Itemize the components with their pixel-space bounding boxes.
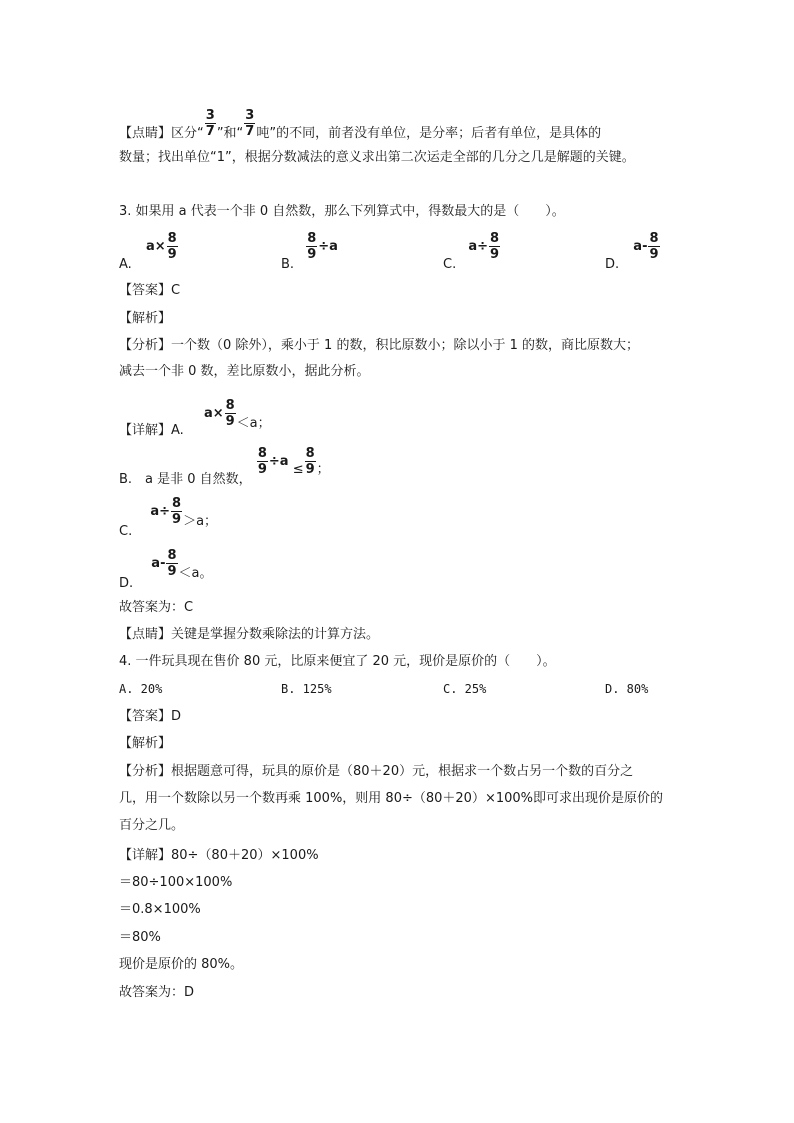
question-4: 4. 一件玩具现在售价 80 元，比原来便宜了 20 元，现价是原价的（ ）。 <box>119 654 556 669</box>
q3-analysis-1: 【分析】一个数（0 除外），乘小于 1 的数，积比原数小；除以小于 1 的数，商比原数大； <box>119 338 639 353</box>
q3-detail-a: 【详解】A. a× $\frac{8}{9}$ ＜a； <box>119 398 271 438</box>
fraction: $\frac{8}{9}$ <box>490 231 500 262</box>
option-b: B. 125% <box>281 682 332 696</box>
q4-detail-1: 【详解】80÷（80＋20）×100% <box>119 848 319 863</box>
fraction: $\frac{8}{9}$ <box>167 231 177 262</box>
option-b: B. $\frac{8}{9}$ ÷a <box>281 231 338 272</box>
fraction: $\frac{8}{9}$ <box>167 548 177 579</box>
q3-final: 故答案为：C <box>119 600 194 615</box>
q4-final: 故答案为：D <box>119 985 195 1000</box>
remark-tag: 【点睛】 <box>119 126 172 141</box>
option-c: C. 25% <box>443 682 487 696</box>
option-a: A. a× $\frac{8}{9}$ <box>119 231 177 272</box>
fraction: $\frac{3}{7}$ <box>205 108 215 139</box>
option-a: A. 20% <box>119 682 163 696</box>
q4-analysis-3: 百分之几。 <box>119 818 185 833</box>
q3-remark: 【点睛】关键是掌握分数乘除法的计算方法。 <box>119 627 380 642</box>
q3-answer: 【答案】C <box>119 283 181 298</box>
q3-detail-d: D. a- $\frac{8}{9}$ ＜a。 <box>119 548 213 591</box>
q3-analysis-2: 减去一个非 0 数，差比原数小，据此分析。 <box>119 364 370 379</box>
option-c: C. a÷ $\frac{8}{9}$ <box>443 231 500 272</box>
question-3: 3. 如果用 a 代表一个非 0 自然数，那么下列算式中，得数最大的是（ ）。 <box>119 204 565 219</box>
remark-line-1: 【点睛】区分“ $\frac{3}{7}$ ”和“ $\frac{3}{7}$ 吨”的不同，前者没有单位，是分率；后者有单位，是具体的 <box>119 108 602 141</box>
fraction: $\frac{8}{9}$ <box>257 446 267 477</box>
q4-analysis-2: 几，用一个数除以另一个数再乘 100%，则用 80÷（80＋20）×100%即可求出现价是原价的 <box>119 791 664 806</box>
fraction: $\frac{8}{9}$ <box>225 398 235 429</box>
q3-detail-c: C. a÷ $\frac{8}{9}$ ＞a； <box>119 496 218 539</box>
q3-jiexi: 【解析】 <box>119 311 172 326</box>
q3-detail-b: B. a 是非 0 自然数， $\frac{8}{9}$ ÷a ≤ $\frac{8}{9}$ ； <box>119 446 330 487</box>
fraction: $\frac{3}{7}$ <box>245 108 255 139</box>
q4-detail-2: ＝80÷100×100% <box>119 875 233 890</box>
q4-analysis-1: 【分析】根据题意可得，玩具的原价是（80＋20）元，根据求一个数占另一个数的百分之 <box>119 764 634 779</box>
q4-detail-4: ＝80% <box>119 930 161 945</box>
remark-line-2: 数量；找出单位“1”，根据分数减法的意义求出第二次运走全部的几分之几是解题的关键。 <box>119 150 635 165</box>
q4-detail-3: ＝0.8×100% <box>119 902 201 917</box>
option-d: D. 80% <box>605 682 649 696</box>
q4-jiexi: 【解析】 <box>119 736 172 751</box>
option-d: D. a- $\frac{8}{9}$ <box>605 231 659 272</box>
fraction: $\frac{8}{9}$ <box>649 231 659 262</box>
fraction: $\frac{8}{9}$ <box>307 231 317 262</box>
q4-answer: 【答案】D <box>119 709 182 724</box>
q4-conclusion: 现价是原价的 80%。 <box>119 957 244 972</box>
fraction: $\frac{8}{9}$ <box>172 496 182 527</box>
fraction: $\frac{8}{9}$ <box>305 446 315 477</box>
